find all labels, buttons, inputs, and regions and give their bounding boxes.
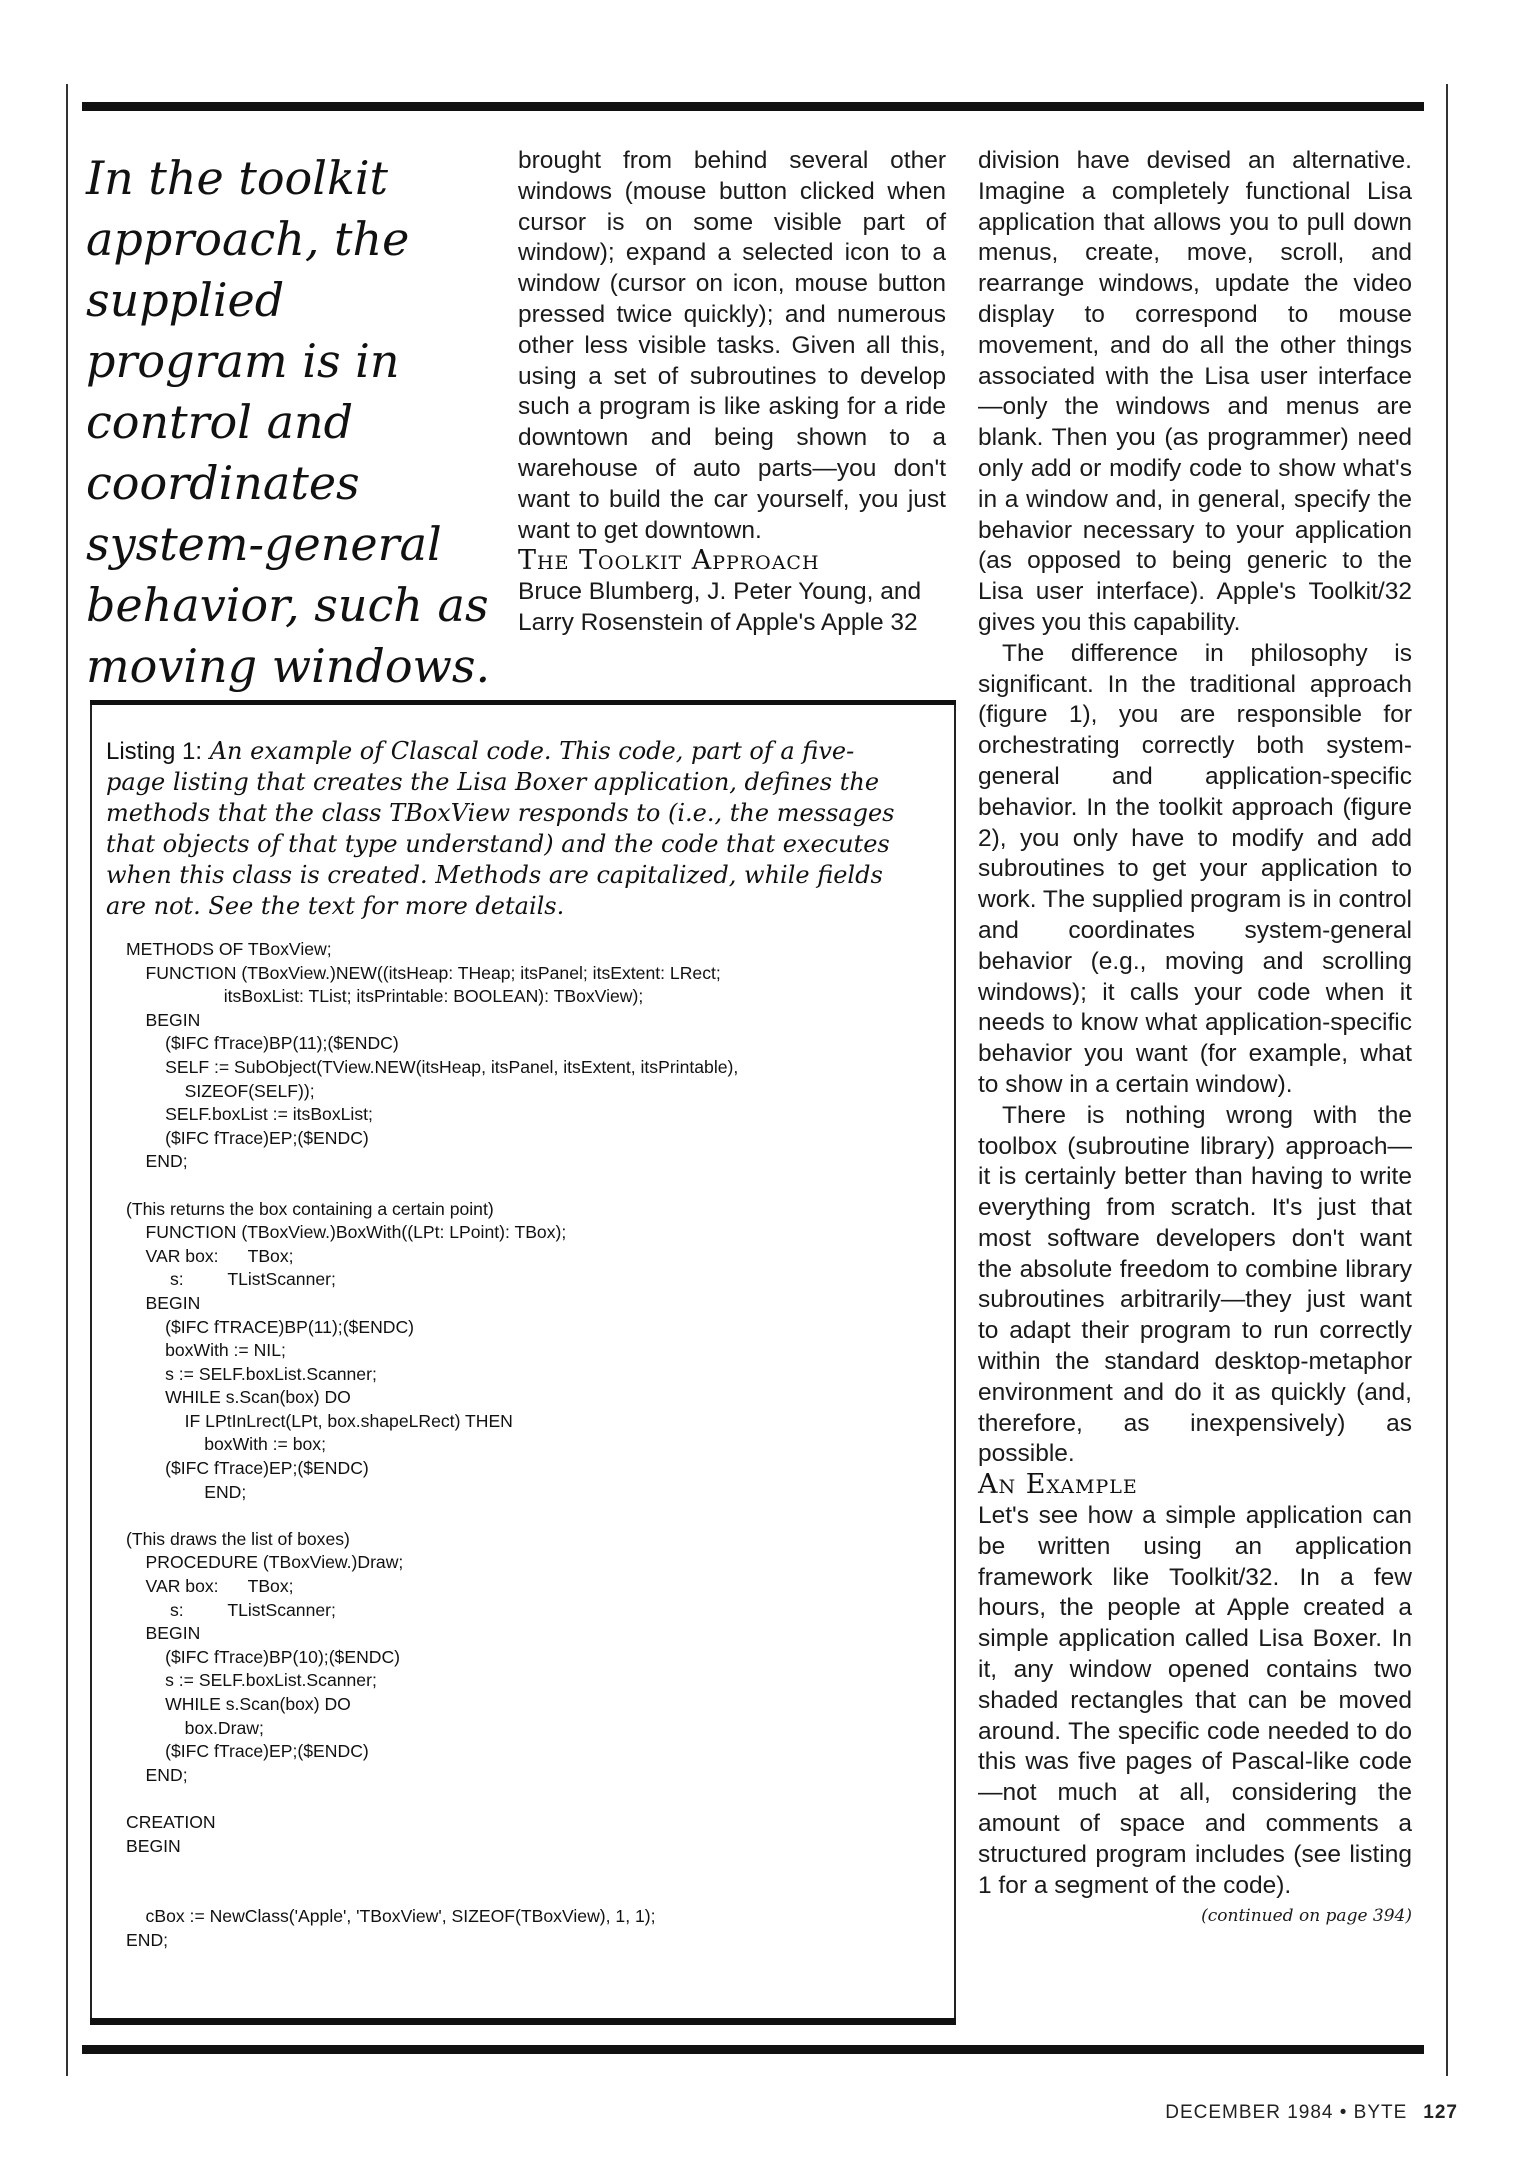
listing-label: Listing 1:: [106, 738, 203, 765]
listing-caption: [106, 736, 902, 922]
issue-line: DECEMBER 1984 • BYTE: [1165, 2102, 1408, 2123]
bottom-rule: [82, 2045, 1424, 2054]
listing-bottom-rule: [90, 2018, 956, 2025]
listing-caption-text: An example of Clascal code. This code, part of a five-page listing that creates the Lisa Boxer application, defines the methods that the class TBoxView responds to (i.e., the messages that objects of that type understand) and the code that executes when this class is created. Methods are capitalized, while fields are not. See the text for more details.: [106, 737, 895, 920]
column3-paragraph-2: The difference in philosophy is significant. In the traditional approach (figure 1), you are responsible for orchestrating correctly both system-general and application-specific behavior. In the toolkit approach (figure 2), you only have to modify and add subroutines to get your application to work. The supplied program is in control and coordinates system-general behavior (e.g., moving and scrolling windows); it calls your code when it needs to know what application-specific behavior you want (for example, what to show in a certain window).: [978, 639, 1412, 1098]
section-heading-toolkit-approach: The Toolkit Approach: [518, 545, 820, 577]
listing-top-rule: [90, 700, 956, 705]
column3-paragraph-4: Let's see how a simple application can be written using an application framework like Toolkit/32. In a few hours, the people at Apple created a simple application called Lisa Boxer. In it, any window opened contains two shaded rectangles that can be moved around. The specific code needed to do this was five pages of Pascal-like code—not much at all, considering the amount of space and comments a structured program includes (see listing 1 for a segment of the code).: [978, 1502, 1412, 1899]
top-rule: [82, 102, 1424, 111]
column2-paragraph: brought from behind several other windows (mouse button clicked when cursor is on some visible part of window); expand a selected icon to a window (cursor on icon, mouse button pressed twice quickly); and numerous other less visible tasks. Given all this, using a set of subroutines to develop such a program is like asking for a ride downtown and being shown to a warehouse of auto parts—you don't want to build the car yourself, you just want to get downtown.: [518, 147, 946, 544]
continued-note: (continued on page 394): [1201, 1906, 1412, 1927]
page-footer: [1165, 2102, 1458, 2124]
column-2: [518, 146, 946, 639]
page-number: 127: [1423, 2102, 1458, 2123]
pull-quote: In the toolkit approach, the supplied program is in control and coordinates system-general behavior, such as moving windows.: [86, 151, 491, 693]
listing-code: METHODS OF TBoxView; FUNCTION (TBoxView.)NEW((itsHeap: THeap; itsPanel; itsExtent: LRect; itsBoxList: TList; itsPrintable: BOOLEAN): TBoxView); BEGIN ($IFC fTrace)BP(11);($ENDC) SELF := SubObject(TView.NEW(itsHeap, itsPanel, itsExtent, itsPrintable), SIZEOF(SELF)); SELF.boxList := itsBoxList; ($IFC fTrace)EP;($ENDC) END; (This returns the box containing a certain point) FUNCTION (TBoxView.)BoxWith((LPt: LPoint): TBox); VAR box: TBox; s: TListScanner; BEGIN ($IFC fTRACE)BP(11);($ENDC) boxWith := NIL; s := SELF.boxList.Scanner; WHILE s.Scan(box) DO IF LPtInLrect(LPt, box.shapeLRect) THEN boxWith := box; ($IFC fTrace)EP;($ENDC) END; (This draws the list of boxes) PROCEDURE (TBoxView.)Draw; VAR box: TBox; s: TListScanner; BEGIN ($IFC fTrace)BP(10);($ENDC) s := SELF.boxList.Scanner; WHILE s.Scan(box) DO box.Draw; ($IFC fTrace)EP;($ENDC) END; CREATION BEGIN cBox := NewClass('Apple', 'TBoxView', SIZEOF(TBoxView), 1, 1); END;: [126, 939, 739, 1950]
column-3: [978, 146, 1412, 1932]
column3-paragraph-3: There is nothing wrong with the toolbox (subroutine library) approach—it is certainly better than having to write everything from scratch. It's just that most software developers don't want the absolute freedom to combine library subroutines arbitrarily—they just want to adapt their program to run correctly within the standard desktop-metaphor environment and do it as quickly (and, therefore, as inexpensively) as possible.: [978, 1101, 1412, 1468]
column3-paragraph-1: division have devised an alternative. Imagine a completely functional Lisa application that allows you to pull down menus, create, move, scroll, and rearrange windows, update the video display to correspond to mouse movement, and do all the other things associated with the Lisa user interface—only the windows and menus are blank. Then you (as programmer) need only add or modify code to show what's in a window and, in general, specify the behavior necessary to your application (as opposed to being generic to the Lisa user interface). Apple's Toolkit/32 gives you this capability.: [978, 147, 1412, 636]
section-heading-an-example: An Example: [978, 1469, 1138, 1501]
byline: Bruce Blumberg, J. Peter Young, and Larry Rosenstein of Apple's Apple 32: [518, 578, 922, 636]
